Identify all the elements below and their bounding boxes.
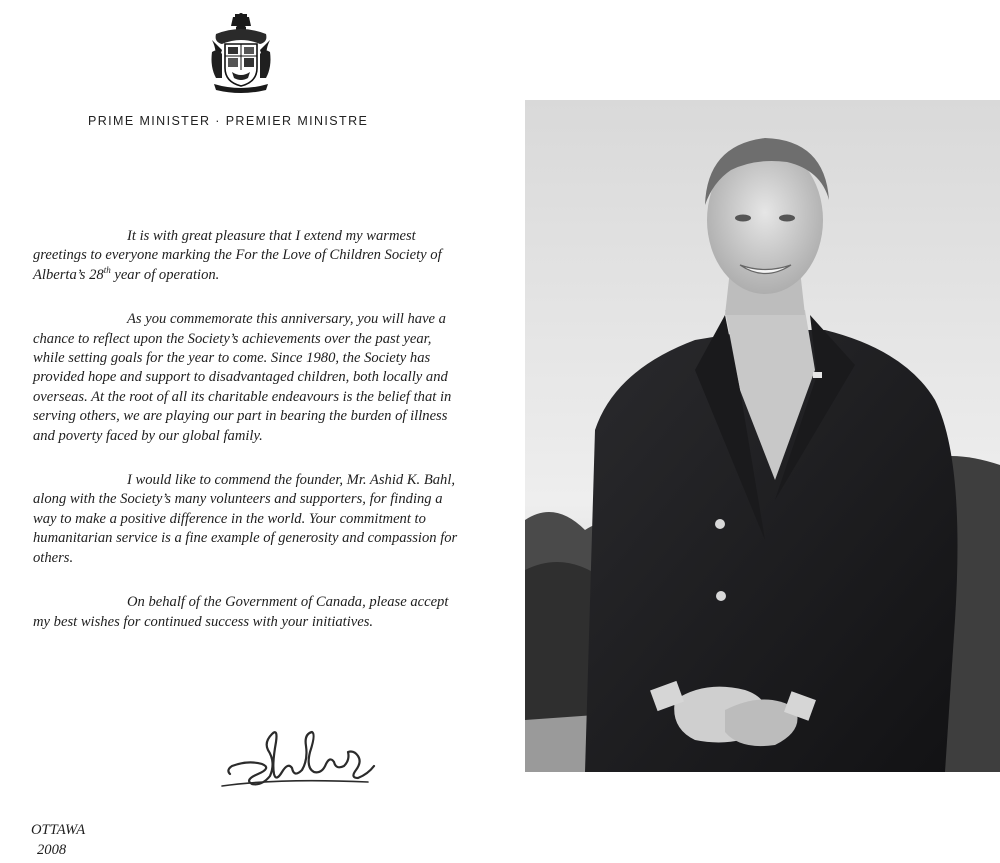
letter-body (33, 227, 463, 657)
letterhead-title: PRIME MINISTER · PREMIER MINISTRE (88, 114, 369, 128)
letter-paragraph-1 (33, 227, 463, 285)
letter-year: 2008 (37, 842, 67, 858)
paragraph-text: year of operation. (110, 266, 220, 283)
coat-of-arms-icon (208, 12, 274, 96)
signature (218, 712, 388, 794)
letter-paragraph-4: On behalf of the Government of Canada, please accept my best wishes for continued success with your initiatives. (33, 594, 449, 630)
portrait-photo (525, 100, 1000, 772)
ordinal-suffix: th (103, 264, 111, 275)
paragraph-text: It is with great pleasure that I extend my warmest greetings to everyone marking the For the Love of Children Society of Alberta’s 28 (33, 228, 442, 283)
letter-paragraph-2: As you commemorate this anniversary, you will have a chance to reflect upon the Society’s achievements over the past year, while setting goals for the year to come. Since 1980, the Society has provided hope and support to disadvantaged children, both locally and overseas. At the root of all its charitable endeavours is the belief that in serving others, we are playing our part in bearing the burden of illness and poverty faced by our global family. (33, 311, 452, 444)
letter-paragraph-3: I would like to commend the founder, Mr. Ashid K. Bahl, along with the Society’s many volunteers and supporters, for finding a way to make a positive difference in the world. Your commitment to humanitarian service is a fine example of generosity and compassion for others. (33, 472, 458, 566)
place-name: OTTAWA (31, 822, 86, 838)
